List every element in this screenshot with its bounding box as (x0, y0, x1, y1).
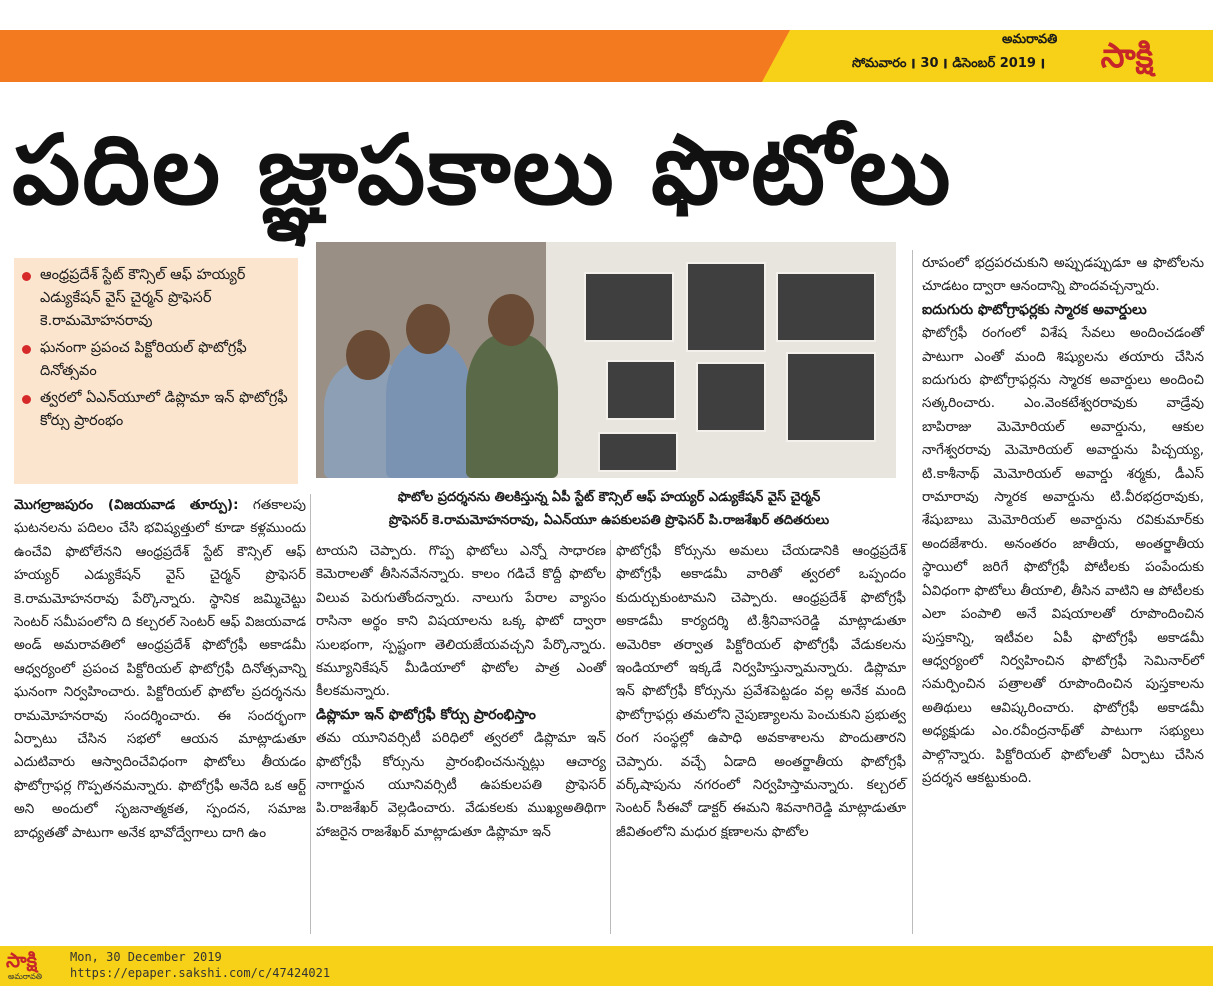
article-subheading: ఐదుగురు ఫొటోగ్రాఫర్లకు స్మారక అవార్డులు (922, 301, 1147, 318)
article-column-4 (922, 252, 1204, 790)
article-column-3 (616, 540, 906, 844)
footer-logo: సాక్షి (6, 948, 38, 972)
footer-logo-sub: అమరావతి (8, 972, 43, 981)
article-paragraph: గతకాలపు ఘటనలను పదిలం చేసి భవిష్యత్తులో కూడా కళ్లముందు ఉంచేవి ఫొటోలేనని ఆంధ్రప్రదేశ్ స్టేట్ కౌన్సిల్ ఆఫ్ హయ్యర్ ఎడ్యుకేషన్ వైస్ చైర్మన్ ప్రొఫెసర్ కె.రామమోహనరావు పేర్కొన్నారు. స్థానిక జమ్మిచెట్టు సెంటర్ సమీపంలోని ది కల్చరల్ సెంటర్ ఆఫ్ విజయవాడ అండ్ అమరావతిలో ఆంధ్రప్రదేశ్ ఫొటోగ్రఫీ అకాడమీ ఆధ్వర్యంలో ప్రపంచ పిక్టోరియల్ ఫొటోగ్రఫీ దినోత్సవాన్ని ఘనంగా నిర్వహించారు. పిక్టోరియల్ ఫొటోల ప్రదర్శనను రామమోహనరావు సందర్శించారు. ఈ సందర్భంగా ఏర్పాటు చేసిన సభలో ఆయన మాట్లాడుతూ ఎదుటివారు ఆస్వాదించేవిధంగా ఫొటోలు తీయడం ఫొటోగ్రాఫర్ల గొప్పతనమన్నారు. ఫొటోగ్రఫీ అనేది ఒక ఆర్ట్ అని అందులో సృజనాత్మకత, స్పందన, సమాజ బాధ్యతతో పాటుగా అనేక భావోద్వేగాలు దాగి ఉం (14, 497, 306, 841)
footer-date: Mon, 30 December 2019 (70, 950, 222, 964)
footer-url[interactable]: https://epaper.sakshi.com/c/47424021 (70, 966, 331, 980)
photo-frame (686, 262, 766, 352)
edition-city: అమరావతి (1002, 32, 1058, 47)
highlight-item: ఆంధ్రప్రదేశ్ స్టేట్ కౌన్సిల్ ఆఫ్ హయ్యర్ ఎడ్యుకేషన్ వైస్ చైర్మన్ ప్రొఫెసర్ కె.రామమోహనరావు (22, 264, 290, 333)
headline: పదిల జ్ఞాపకాలు ఫొటోలు (12, 114, 953, 226)
photo-frame (786, 352, 876, 442)
person-head (406, 304, 450, 354)
article-dateline: మొగల్రాజపురం (విజయవాడ తూర్పు): (14, 497, 239, 513)
photo-frame (696, 362, 766, 432)
person-head (488, 294, 534, 346)
photo-frame (606, 360, 676, 420)
masthead-orange-band (0, 30, 790, 82)
column-rule (310, 494, 311, 934)
caption-line: ఫొటోల ప్రదర్శనను తిలకిస్తున్న ఏపీ స్టేట్ కౌన్సిల్ ఆఫ్ హయ్యర్ ఎడ్యుకేషన్ వైస్ చైర్మన్ (397, 490, 821, 505)
photo-frame (584, 272, 674, 342)
sakshi-logo: సాక్షి (1100, 36, 1154, 76)
article-paragraph: ఫొటోగ్రఫీ కోర్సును అమలు చేయడానికి ఆంధ్రప్రదేశ్ ఫొటోగ్రఫీ అకాడమీ వారితో త్వరలో ఒప్పందం కుదుర్చుకుంటామని చెప్పారు. ఆంధ్రప్రదేశ్ ఫొటోగ్రఫీ అకాడమీ కార్యదర్శి టి.శ్రీనివాసరెడ్డి మాట్లాడుతూ అమెరికా తర్వాత పిక్టోరియల్ ఫొటోగ్రఫీ వేడుకలను ఇండియాలో ఇక్కడే నిర్వహిస్తున్నామన్నారు. డిప్లొమా ఇన్ ఫొటోగ్రఫీ కోర్సును ప్రవేశపెట్టడం వల్ల అనేక మంది ఫొటోగ్రాఫర్లు తమలోని నైపుణ్యాలను పెంచుకుని ప్రభుత్వ రంగ సంస్థల్లో ఉపాధి అవకాశాలను పొందుతారని చెప్పారు. వచ్చే ఏడాది అంతర్జాతీయ ఫొటోగ్రఫీ వర్క్‌షాపును నగరంలో నిర్వహిస్తామన్నారు. కల్చరల్ సెంటర్ సీఈవో డాక్టర్ ఈమని శివనాగిరెడ్డి మాట్లాడుతూ జీవితంలోని మధుర క్షణాలను ఫొటోల (616, 543, 906, 840)
caption-line: ప్రొఫెసర్ కె.రామమోహనరావు, ఏఎన్‌యూ ఉపకులపతి ప్రొఫెసర్ పి.రాజశేఖర్ తదితరులు (388, 513, 830, 528)
article-column-2 (316, 540, 606, 844)
photo-frame (598, 432, 678, 472)
article-paragraph: టాయని చెప్పారు. గొప్ప ఫొటోలు ఎన్నో సాధారణ కెమెరాలతో తీసినవేనన్నారు. కాలం గడిచే కొద్దీ ఫొటోల విలువ పెరుగుతోందన్నారు. నాలుగు పేరాల వ్యాసం రాసినా అర్థం కాని విషయాలను ఒక్క ఫొటో ద్వారా సులభంగా, స్పష్టంగా తెలియజేయవచ్చని పేర్కొన్నారు. కమ్యూనికేషన్ మీడియాలో ఫొటోల పాత్ర ఎంతో కీలకమన్నారు. (316, 543, 606, 700)
article-paragraph: రూపంలో భద్రపరచుకుని అప్పుడప్పుడూ ఆ ఫొటోలను చూడటం ద్వారా ఆనందాన్ని పొందవచ్చన్నారు. (922, 255, 1204, 295)
exhibition-photo (316, 242, 896, 478)
article-paragraph: ఫొటోగ్రఫీ రంగంలో విశేష సేవలు అందించడంతో పాటుగా ఎంతో మంది శిష్యులను తయారు చేసిన ఐదుగురు ఫొటోగ్రాఫర్లను స్మారక అవార్డులు అందించి సత్కరించారు. ఎం.వెంకటేశ్వరరావుకు వాడ్రేవు బాపిరాజు మెమోరియల్ అవార్డును, ఆకుల నాగేశ్వరరావు మెమోరియల్ అవార్డును పిచ్చయ్య, టి.కాశీనాథ్ మెమోరియల్ అవార్డు శర్మకు, డీఎస్ రామారావు స్మారక అవార్డును టి.వీరభద్రరావుకు, శేషుబాబు మెమోరియల్ అవార్డును రవికుమార్‌కు అందజేశారు. అనంతరం జాతీయ, అంతర్జాతీయ స్థాయిలో జరిగే ఫొటోగ్రఫీ పోటీలకు పంపేందుకు ఏవిధంగా ఫొటోలు తీయాలి, తీసిన వాటిని ఆ పోటీలకు ఎలా పంపాలి అనే విషయాలతో రూపొందించిన పుస్తకాన్ని, ఇటీవల ఏపీ ఫొటోగ్రఫీ అకాడమీ ఆధ్వర్యంలో నిర్వహించిన ఫొటోగ్రఫీ సెమినార్‌లో సమర్పించిన పత్రాలతో రూపొందించిన పుస్తకాలను అతిథులు ఆవిష్కరించారు. ఫొటోగ్రఫీ అకాడమీ అధ్యక్షుడు ఎం.రవీంద్రనాథ్‌తో పాటుగా సభ్యులు పాల్గొన్నారు. పిక్టోరియల్ ఫొటోలతో ఏర్పాటు చేసిన ప్రదర్శన ఆకట్టుకుంది. (922, 325, 1204, 786)
article-text (14, 494, 306, 845)
photo-caption (316, 486, 902, 532)
article-subheading: డిప్లొమా ఇన్ ఫొటోగ్రఫీ కోర్సు ప్రారంభిస్తాం (316, 706, 536, 723)
article-paragraph: తమ యూనివర్సిటీ పరిధిలో త్వరలో డిప్లొమా ఇన్ ఫొటోగ్రఫీ కోర్సును ప్రారంభించనున్నట్లు ఆచార్య నాగార్జున యూనివర్సిటీ ఉపకులపతి ప్రొఫెసర్ పి.రాజశేఖర్ వెల్లడించారు. వేడుకలకు ముఖ్యఅతిథిగా హాజరైన రాజశేఖర్ మాట్లాడుతూ డిప్లొమా ఇన్ (316, 730, 606, 840)
column-rule (912, 250, 913, 934)
column-rule (610, 540, 611, 934)
highlight-item: త్వరలో ఏఎన్‌యూలో డిప్లొమా ఇన్ ఫొటోగ్రఫీ కోర్సు ప్రారంభం (22, 387, 290, 433)
highlight-item: ఘనంగా ప్రపంచ పిక్టోరియల్ ఫొటోగ్రఫీ దినోత్సవం (22, 337, 290, 383)
photo-frame (776, 272, 876, 342)
person-figure (386, 342, 472, 478)
edition-date: సోమవారం ׀ 30 ׀ డిసెంబర్ ׀ 2019 (852, 56, 1046, 71)
person-figure (466, 334, 558, 478)
person-head (346, 330, 390, 380)
highlights-box (14, 258, 298, 484)
article-column-1 (14, 494, 306, 845)
